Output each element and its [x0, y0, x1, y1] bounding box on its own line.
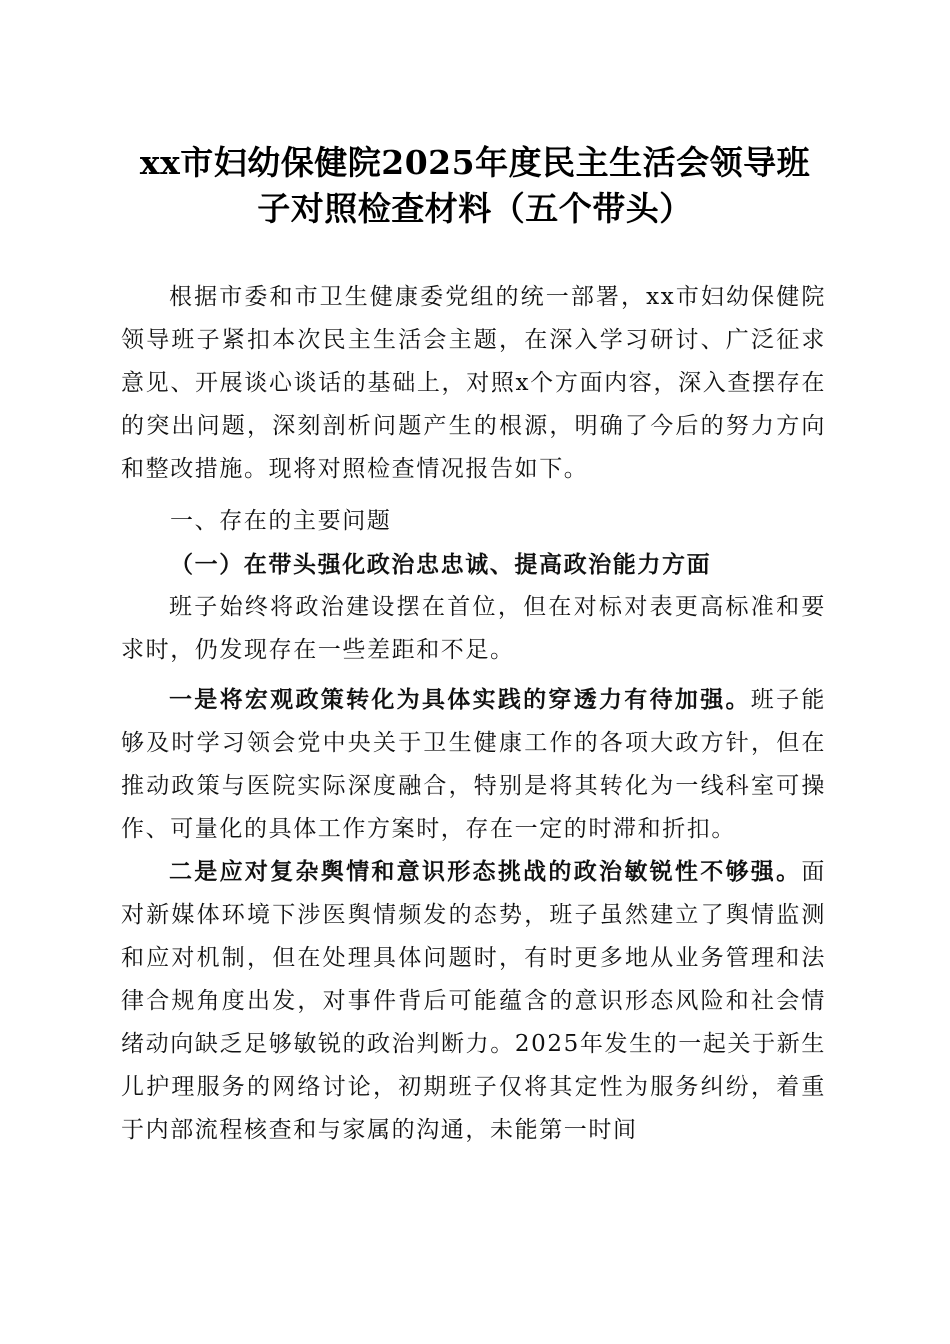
- point-1-body: 班子能够及时学习领会党中央关于卫生健康工作的各项大政方针，但在推动政策与医院实际深度融合，特别是将其转化为一线科室可操作、可量化的具体工作方案时，存在一定的时滞和折扣。: [121, 687, 826, 842]
- paragraph-point-2: [121, 850, 826, 1152]
- document-title-line2: 子对照检查材料（五个带头）: [257, 189, 693, 228]
- intro-paragraph: 根据市委和市卫生健康委党组的统一部署，xx市妇幼保健院领导班子紧扣本次民主生活会主题，在深入学习研讨、广泛征求意见、开展谈心谈话的基础上，对照x个方面内容，深入查摆存在的突出问题，深刻剖析问题产生的根源，明确了今后的努力方向和整改措施。现将对照检查情况报告如下。: [121, 284, 826, 482]
- point-2-lead: 二是应对复杂舆情和意识形态挑战的政治敏锐性不够强。: [169, 858, 802, 885]
- paragraph-1: 班子始终将政治建设摆在首位，但在对标对表更高标准和要求时，仍发现存在一些差距和不足。: [121, 594, 826, 663]
- section-heading: 一、存在的主要问题: [170, 508, 392, 534]
- subsection-heading: （一）在带头强化政治忠忠诚、提高政治能力方面: [170, 551, 712, 578]
- point-1-lead: 一是将宏观政策转化为具体实践的穿透力有待加强。: [169, 686, 751, 713]
- point-2-body: 面对新媒体环境下涉医舆情频发的态势，班子虽然建立了舆情监测和应对机制，但在处理具体问题时，有时更多地从业务管理和法律合规角度出发，对事件背后可能蕴含的意识形态风险和社会情绪动向缺乏足够敏锐的政治判断力。2025年发生的一起关于新生儿护理服务的网络讨论，初期班子仅将其定性为服务纠纷，着重于内部流程核查和与家属的沟通，未能第一时间: [121, 859, 826, 1143]
- document-title-line1: xx市妇幼保健院2025年度民主生活会领导班: [139, 143, 811, 182]
- paragraph-point-1: [121, 678, 826, 851]
